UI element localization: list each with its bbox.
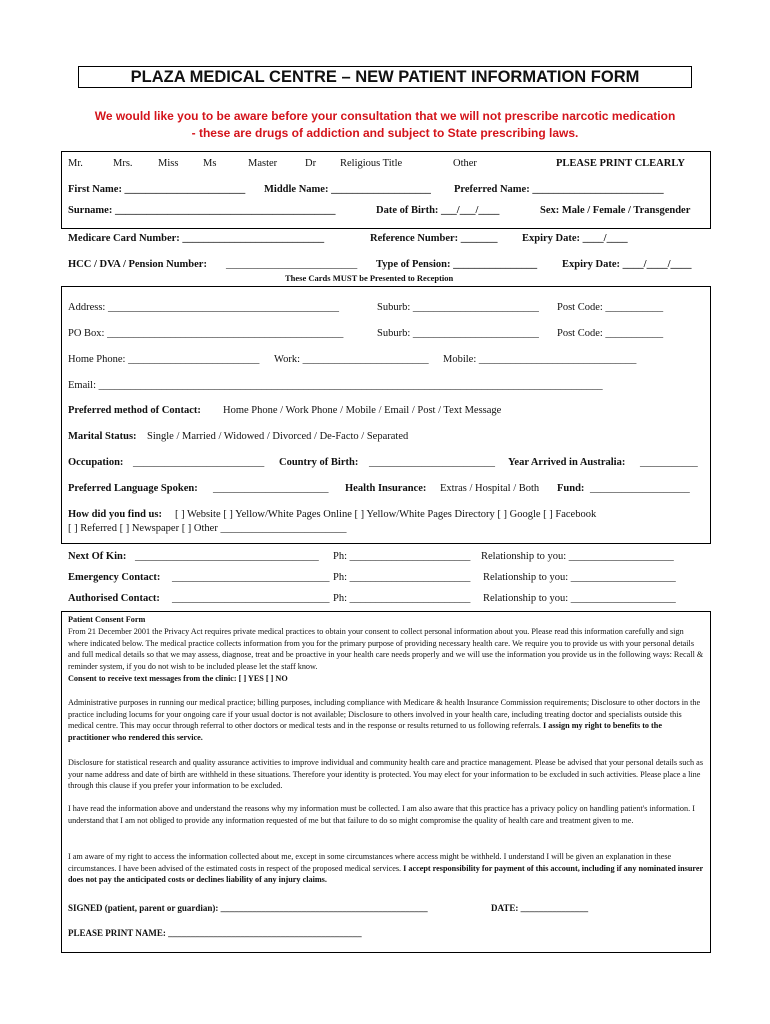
consent-paragraph-4: I have read the information above and understand the reasons why my information must be collected. I am also aware that this practice has a privacy policy on handling patient's information. I understand that I am not obliged to provide any information requested of me but that failure to do so might compromise the quality of health care and treatment given to me. (68, 804, 695, 825)
health-insurance-label: Health Insurance: (345, 483, 427, 494)
title-option-master[interactable]: Master (248, 158, 278, 169)
sex-options[interactable]: Sex: Male / Female / Transgender (540, 205, 691, 216)
payment-responsibility-statement: I accept responsibility for payment of this account, including if any nominated insurer does not pay the anticipated costs or declines liability of any injury claims. (68, 863, 703, 885)
hcc-number-field[interactable]: _________________________ (226, 259, 358, 270)
email-field[interactable]: Email: ________________________________________________________________________________________________ (68, 380, 603, 391)
medicare-card-field[interactable]: Medicare Card Number: ___________________________ (68, 233, 325, 244)
signature-field[interactable]: SIGNED (patient, parent or guardian): ______________________________________________ (68, 903, 428, 913)
health-insurance-options[interactable]: Extras / Hospital / Both (440, 483, 540, 494)
medicare-expiry-field[interactable]: Expiry Date: ____/____ (522, 233, 628, 244)
mobile-field[interactable]: Mobile: ______________________________ (443, 354, 637, 365)
find-us-label: How did you find us: (68, 509, 162, 520)
country-of-birth-label: Country of Birth: (279, 457, 359, 468)
first-name-field[interactable]: First Name: _______________________ (68, 184, 246, 195)
consent-paragraph-5-text: I am aware of my right to access the information collected about me, except in some circumstances where access might be withheld. I understand I will be given an explanation in these circumstances. I have been advised of the estimated costs in respect of the proposed medical services. (68, 852, 672, 873)
emergency-contact-phone[interactable]: Ph: _______________________ (333, 572, 471, 583)
middle-name-field[interactable]: Middle Name: ___________________ (264, 184, 431, 195)
date-of-birth-field[interactable]: Date of Birth: ___/___/____ (376, 205, 500, 216)
date-field[interactable]: DATE: _______________ (491, 903, 589, 913)
find-us-options-row1[interactable]: [ ] Website [ ] Yellow/White Pages Online [ ] Yellow/White Pages Directory [ ] Google [ ] Facebook (175, 509, 597, 520)
pension-expiry-field[interactable]: Expiry Date: ____/____/____ (562, 259, 692, 270)
narcotic-notice-line-2: - these are drugs of addiction and subject to State prescribing laws. (191, 126, 579, 140)
country-of-birth-field[interactable]: ________________________ (369, 457, 495, 468)
emergency-contact-field[interactable]: ______________________________ (172, 572, 330, 583)
home-phone-field[interactable]: Home Phone: _________________________ (68, 354, 260, 365)
occupation-label: Occupation: (68, 457, 124, 468)
occupation-field[interactable]: _________________________ (133, 457, 265, 468)
narcotic-notice-line-1: We would like you to be aware before your consultation that we will not prescribe narcotic medication (94, 109, 676, 123)
language-field[interactable]: ______________________ (213, 483, 329, 494)
title-option-religious[interactable]: Religious Title (340, 158, 403, 169)
cards-present-note: These Cards MUST be Presented to Reception (285, 273, 454, 283)
preferred-contact-options[interactable]: Home Phone / Work Phone / Mobile / Email / Post / Text Message (223, 405, 502, 416)
page-title: PLAZA MEDICAL CENTRE – NEW PATIENT INFORMATION FORM (78, 66, 692, 88)
title-option-mrs[interactable]: Mrs. (113, 158, 133, 169)
next-of-kin-label: Next Of Kin: (68, 551, 127, 562)
title-option-ms[interactable]: Ms (203, 158, 217, 169)
hcc-label: HCC / DVA / Pension Number: (68, 259, 207, 270)
next-of-kin-relationship[interactable]: Relationship to you: ____________________ (481, 551, 674, 562)
postcode-field[interactable]: Post Code: ___________ (557, 302, 664, 313)
next-of-kin-field[interactable]: ___________________________________ (135, 551, 319, 562)
consent-paragraph-5 (68, 851, 704, 886)
suburb-field[interactable]: Suburb: ________________________ (377, 302, 539, 313)
authorised-contact-relationship[interactable]: Relationship to you: ____________________ (483, 593, 676, 604)
surname-field[interactable]: Surname: __________________________________________ (68, 205, 336, 216)
marital-status-label: Marital Status: (68, 431, 137, 442)
print-clearly-label: PLEASE PRINT CLEARLY (556, 158, 685, 169)
fund-label: Fund: (557, 483, 585, 494)
next-of-kin-phone[interactable]: Ph: _______________________ (333, 551, 471, 562)
reference-number-field[interactable]: Reference Number: _______ (370, 233, 498, 244)
print-name-field[interactable]: PLEASE PRINT NAME: ___________________________________________ (68, 928, 362, 938)
year-arrived-label: Year Arrived in Australia: (508, 457, 626, 468)
title-option-mr[interactable]: Mr. (68, 158, 83, 169)
find-us-options-row2[interactable]: [ ] Referred [ ] Newspaper [ ] Other ________________________ (68, 523, 347, 534)
title-option-dr[interactable]: Dr (305, 158, 317, 169)
consent-paragraph-2-text: Administrative purposes in running our medical practice; billing purposes, including compliance with Medicare & health Insurance Commission requirements; Disclosure to other doctors in the practice including locums for your ongoing care if your usual doctor is not available; Disclosure to others involved in your health care, including treating doctor and specialists outside this medical centre. This may occur through referral to other doctors or medical tests and in the response or results returned to us following referrals. (68, 698, 701, 731)
marital-status-options[interactable]: Single / Married / Widowed / Divorced / De-Facto / Separated (147, 431, 409, 442)
pension-type-field[interactable]: Type of Pension: ________________ (376, 259, 538, 270)
assign-benefits-statement: I assign my right to benefits to the practitioner who rendered this service. (68, 721, 662, 743)
fund-field[interactable]: ___________________ (590, 483, 690, 494)
address-field[interactable]: Address: ____________________________________________ (68, 302, 339, 313)
year-arrived-field[interactable]: ___________ (640, 457, 698, 468)
consent-heading: Patient Consent Form (68, 615, 146, 624)
title-option-other[interactable]: Other (453, 158, 477, 169)
po-box-field[interactable]: PO Box: _____________________________________________ (68, 328, 344, 339)
title-option-miss[interactable]: Miss (158, 158, 179, 169)
po-box-postcode-field[interactable]: Post Code: ___________ (557, 328, 664, 339)
language-label: Preferred Language Spoken: (68, 483, 198, 494)
emergency-contact-label: Emergency Contact: (68, 572, 161, 583)
sms-consent-checkboxes[interactable]: Consent to receive text messages from the clinic: [ ] YES [ ] NO (68, 674, 288, 683)
authorised-contact-field[interactable]: ______________________________ (172, 593, 330, 604)
authorised-contact-phone[interactable]: Ph: _______________________ (333, 593, 471, 604)
po-box-suburb-field[interactable]: Suburb: ________________________ (377, 328, 539, 339)
consent-paragraph-3: Disclosure for statistical research and quality assurance activities to improve individual and community health care and practice management. Please be advised that your personal details such as your name address and date of birth are withheld in these situations. Therefore your identity is protected. You may elect for your information to be excluded in such activities. Please place a line through this clause if you prefer your information to be excluded. (68, 758, 703, 791)
preferred-contact-label: Preferred method of Contact: (68, 405, 201, 416)
preferred-name-field[interactable]: Preferred Name: _________________________ (454, 184, 664, 195)
emergency-contact-relationship[interactable]: Relationship to you: ____________________ (483, 572, 676, 583)
consent-paragraph-1: From 21 December 2001 the Privacy Act requires private medical practices to obtain your consent to collect personal information about you. Please read this information carefully and sign where indicated below. The medical practice collects information from you for the primary purpose of providing necessary health care. We require you to provide us with your personal details and full medical details so that we may assess, diagnose, treat and be proactive in your health care needs properly and we will use the information you provide us in the following ways: Recall & reminder system, if you do not wish to be included please let the staff know. (68, 627, 704, 672)
work-phone-field[interactable]: Work: ________________________ (274, 354, 429, 365)
consent-paragraph-2 (68, 697, 704, 747)
authorised-contact-label: Authorised Contact: (68, 593, 160, 604)
